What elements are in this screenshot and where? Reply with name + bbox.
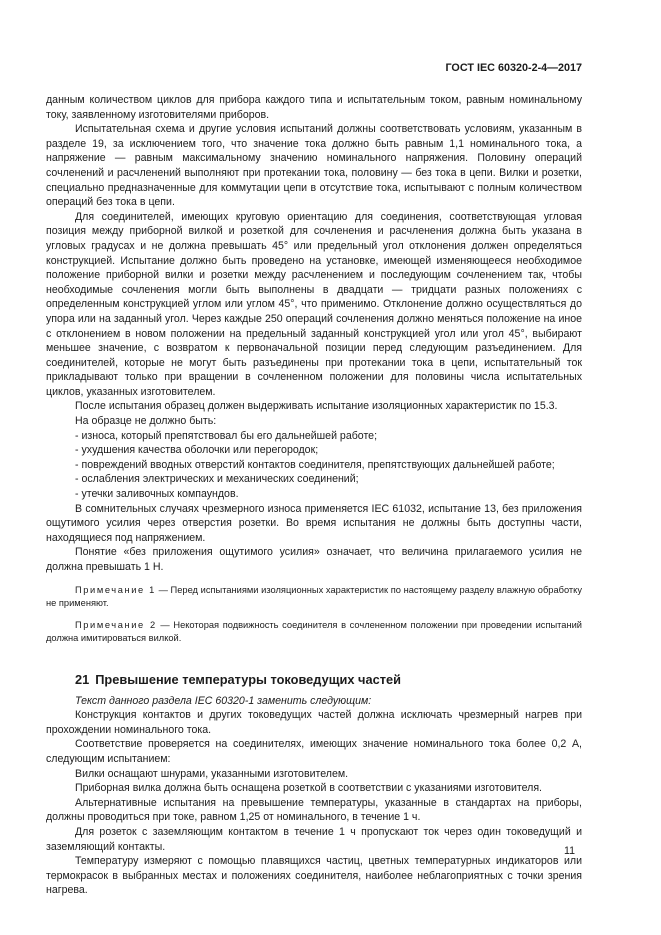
section-heading <box>46 672 582 688</box>
paragraph: Понятие «без приложения ощутимого усилия» означает, что величина прилагаемого усилия не должна превышать 1 Н. <box>46 546 582 573</box>
document-header: ГОСТ IEC 60320-2-4—2017 <box>445 62 582 74</box>
note-text: — Некоторая подвижность соединителя в сочлененном положении при проведении испытаний должна имитироваться вилкой. <box>46 619 583 643</box>
list-item: - повреждений вводных отверстий контактов соединителя, препятствующих дальнейшей работе; <box>75 458 555 471</box>
paragraph: Соответствие проверяется на соединителях, имеющих значение номинального тока более 0,2 А, следующим испытанием: <box>46 738 582 765</box>
paragraph: данным количеством циклов для прибора каждого типа и испытательным током, равным номинальному току, заявленному изготовителями приборов. <box>46 94 582 121</box>
paragraph: Для розеток с заземляющим контактом в течение 1 ч пропускают ток через один токоведущий и заземляющий контакты. <box>46 825 582 853</box>
list-item: - ослабления электрических и механических соединений; <box>75 473 359 486</box>
section-intro: Текст данного раздела IEC 60320-1 заменить следующим: <box>75 694 372 707</box>
paragraph: Температуру измеряют с помощью плавящихся частиц, цветных температурных индикаторов или термокрасок в выбранных местах и положениях соединителя, наиболее неблагоприятных с точки зрения нагрева. <box>46 855 582 897</box>
paragraph: Вилки оснащают шнурами, указанными изготовителем. <box>75 767 349 780</box>
paragraph: В сомнительных случаях чрезмерного износа применяется IEC 61032, испытание 13, без приложения ощутимого усилия через отверстия розетки. Во время испытания не должны быть доступны части, находящиеся под напряжением. <box>46 502 582 544</box>
paragraph: Для соединителей, имеющих круговую ориентацию для соединения, соответствующая угловая позиция между приборной вилкой и розеткой для сочленения и расчленения должна быть указана в угловых градусах и не должна превышать 45° или предельный угол отклонения должен определяться конструкцией. Испытание должно быть проведено на установке, имеющей изменяющееся необходимое положение приборной вилки и розетки между расчленением и последующим сочленением так, чтобы необходимые сочленения могли быть выполнены в двадцати — тридцати разных положениях с определенным конструкцией углом или углом 45°, что применимо. Отклонение должно осуществляться до упора или на заданный угол. Через каждые 250 операций сочленения должно меняться положение на иное с отклонением в новом положении на предельный заданный конструкцией угол или угол 45°, выбирают меньшее значение, с возвратом к первоначальной позиции перед следующим разъединением. Для соединителей, которые не могут быть разъединены при протекании тока в цепи, испытательный ток прикладывают только при вращении в сочлененном положении для половины числа испытательных циклов, указанных изготовителем. <box>46 210 582 398</box>
note-label: Примечание 1 <box>75 584 156 595</box>
list-item: - утечки заливочных компаундов. <box>75 488 239 501</box>
paragraph: Конструкция контактов и других токоведущих частей должна исключать чрезмерный нагрев при прохождении номинального тока. <box>46 709 582 736</box>
list-item: - износа, который препятствовал бы его дальнейшей работе; <box>75 429 378 442</box>
note-text: — Перед испытаниями изоляционных характеристик по настоящему разделу влажную обработку не применяют. <box>46 584 583 608</box>
paragraph: После испытания образец должен выдерживать испытание изоляционных характеристик по 15.3. <box>75 400 558 413</box>
paragraph: Испытательная схема и другие условия испытаний должны соответствовать условиям, указанным в разделе 19, за исключением того, что значение тока должно быть равным 1,1 номинального тока, а напряжение — равным максимальному значению номинального напряжения. Половину операций сочленений и расчленений выполняют при протекании тока, половину — без тока в цепи. Вилки и розетки, специально предназначенные для коммутации цепи в отсутствие тока, испытывают с полным количеством операций без тока в цепи. <box>46 123 582 209</box>
note-2 <box>46 619 582 645</box>
section-title: Превышение температуры токоведущих частей <box>95 671 401 687</box>
note-1 <box>46 584 582 610</box>
note-label: Примечание 2 <box>75 619 157 630</box>
page-number: 11 <box>564 845 575 857</box>
paragraph: Приборная вилка должна быть оснащена розеткой в соответствии с указаниями изготовителя. <box>75 782 542 795</box>
paragraph: На образце не должно быть: <box>75 415 217 428</box>
page-body <box>46 93 582 898</box>
list-item: - ухудшения качества оболочки или перегородок; <box>75 444 319 457</box>
section-number: 21 <box>75 671 90 687</box>
paragraph: Альтернативные испытания на превышение температуры, указанные в стандартах на приборы, должны проводиться при токе, равном 1,25 от номинального, в течение 1 ч. <box>46 796 582 824</box>
